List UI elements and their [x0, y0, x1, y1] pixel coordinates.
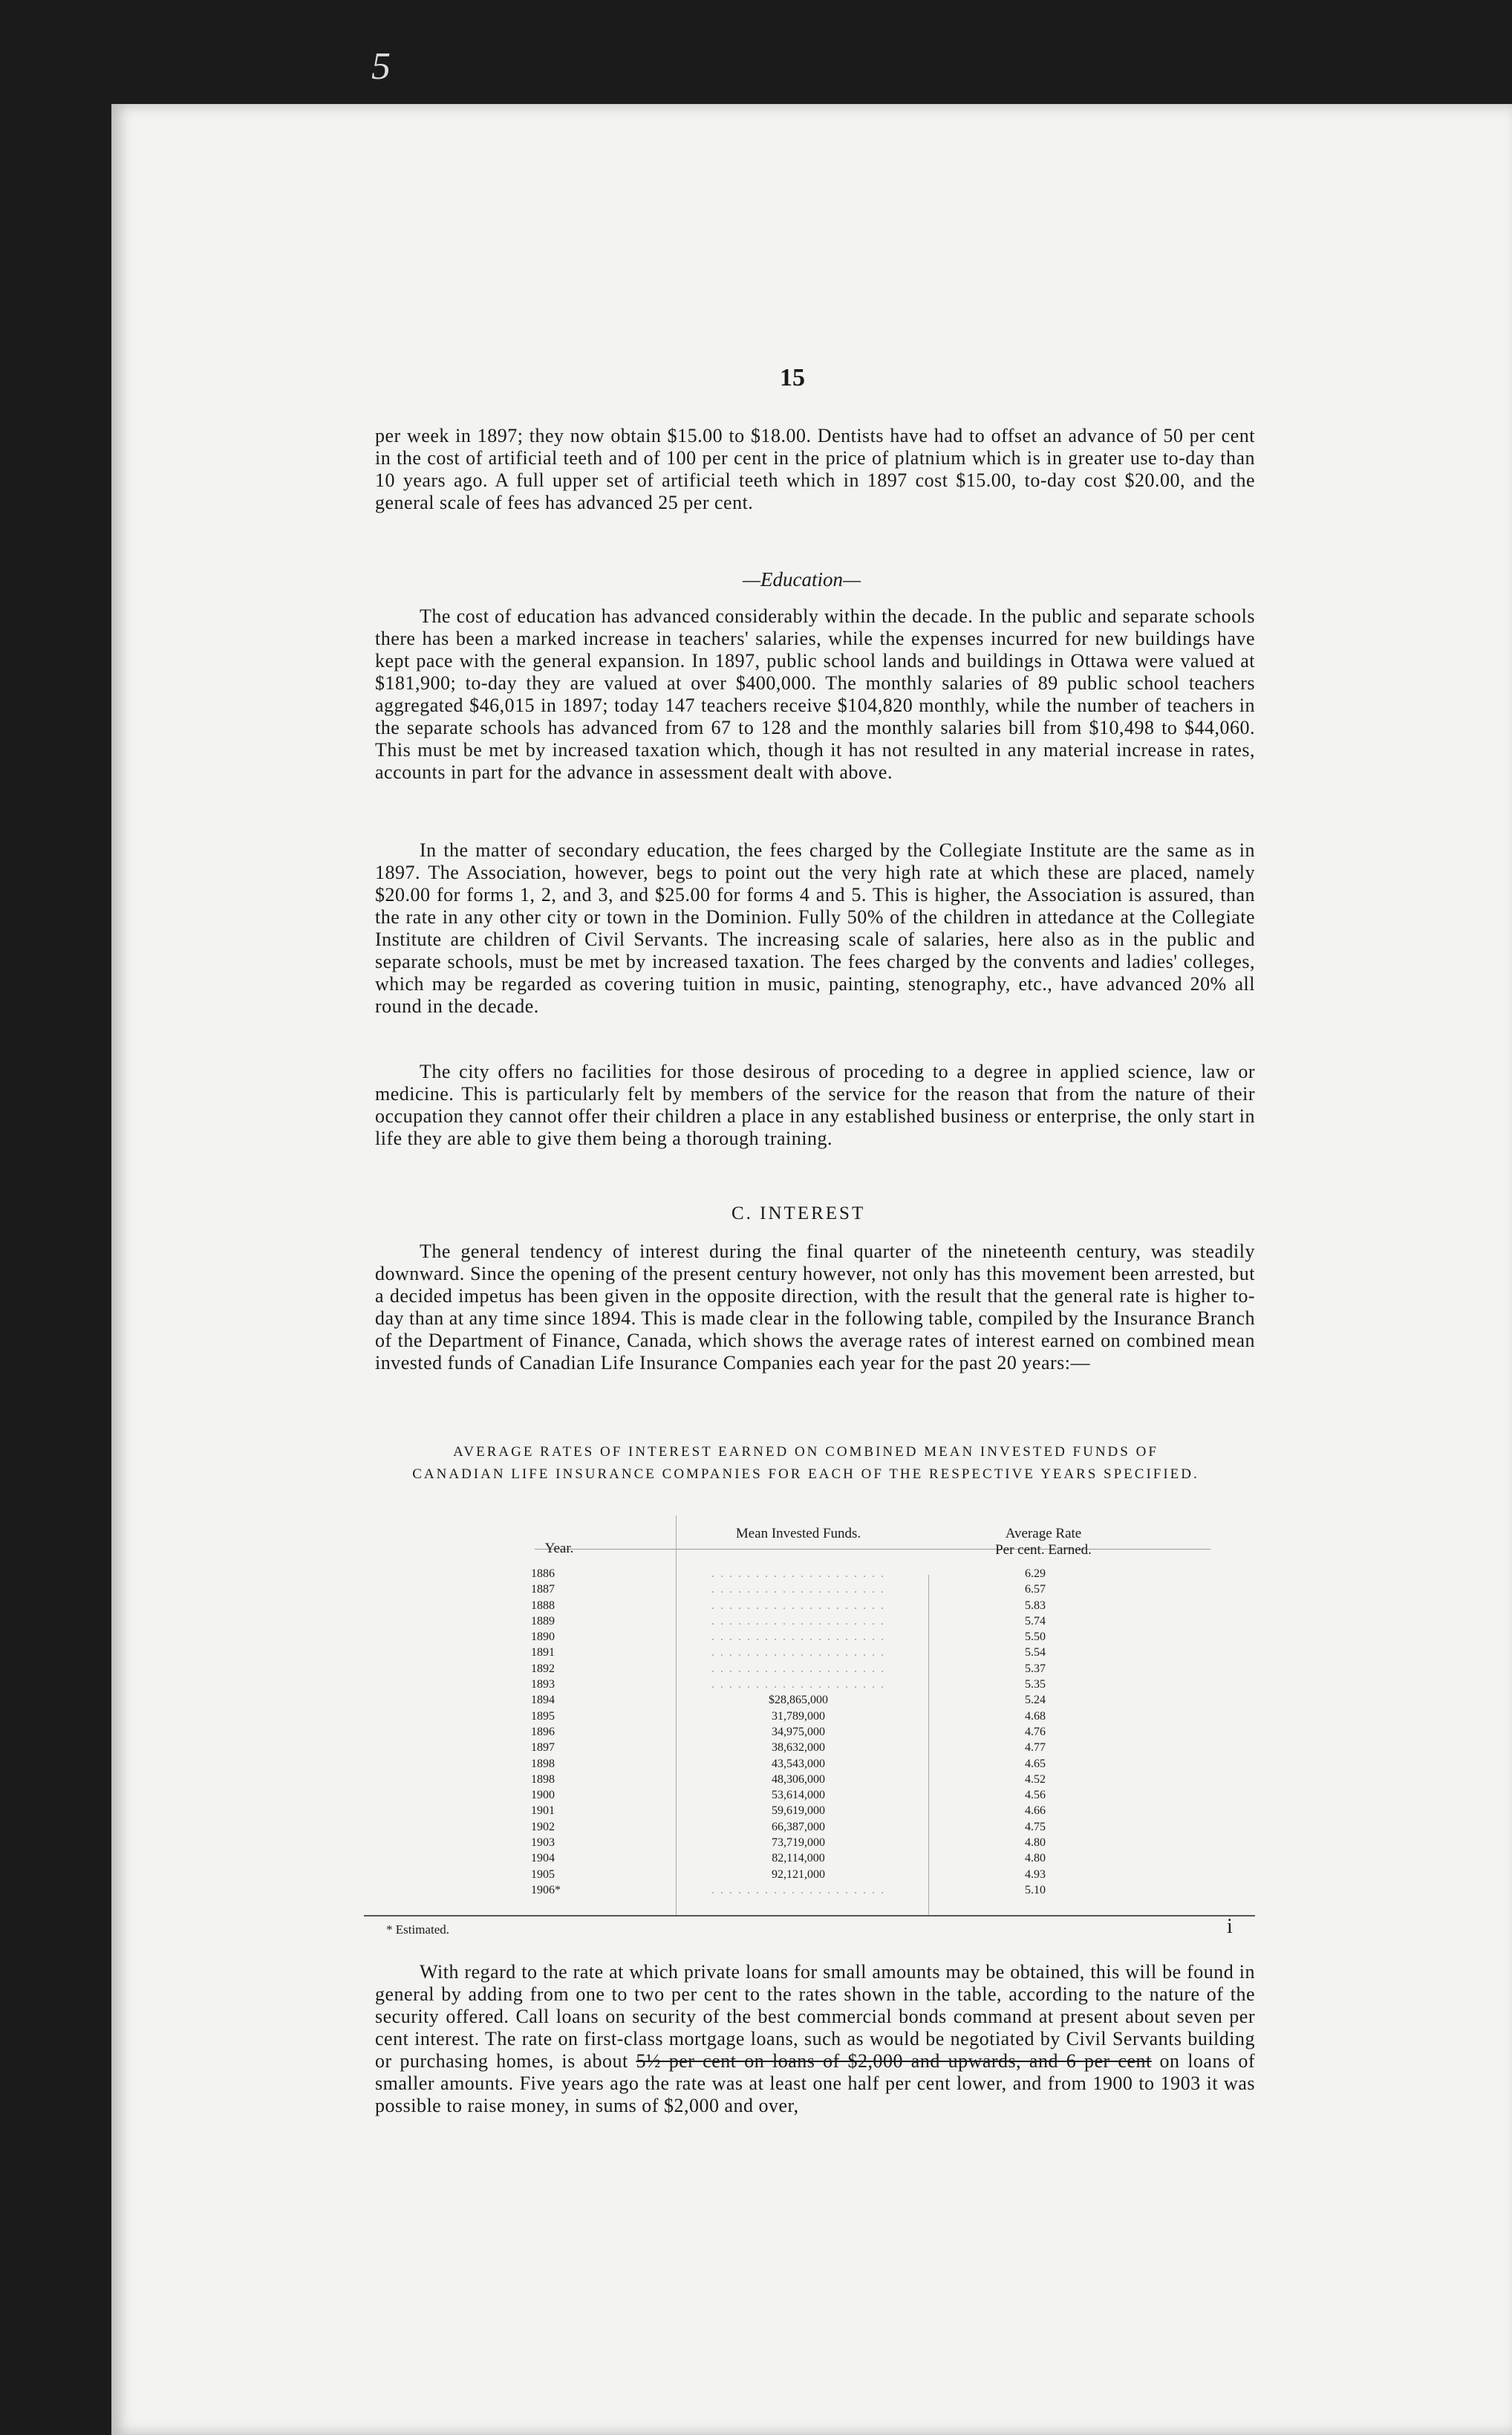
table-cell-funds: 31,789,000 [772, 1709, 825, 1723]
table-bottom-rule [364, 1915, 1255, 1917]
table-cell-year: 1893 [531, 1678, 555, 1691]
year-column [531, 1566, 590, 1898]
table-cell-rate: 4.80 [1025, 1836, 1046, 1850]
table-cell-funds: 82,114,000 [772, 1852, 825, 1865]
paragraph-text: In the matter of secondary education, the fees charged by the Collegiate Institute are the same as in 1897. The Association, however, begs to point out the very high rate at which these are placed, namely $20.00 for forms 1, 2, and 3, and $25.00 for forms 4 and 5. This is higher, the Association is assured, than the rate in any other city or town in the Dominion. Fully 50% of the children in attedance at the Collegiate Institute are children of Civil Servants. The increasing scale of salaries, here also as in the public and separate schools, must be met by increased taxation. The fees charged by the convents and ladies' colleges, which may be regarded as covering tuition in music, painting, stenography, etc., have advanced 20% all round in the decade. [375, 839, 1255, 1017]
table-cell-funds: $28,865,000 [769, 1694, 828, 1707]
table-cell-funds-leader: . . . . . . . . . . . . . . . . . . . . [711, 1614, 885, 1628]
paragraph-text: The general tendency of interest during the final quarter of the nineteenth century, was steadily downward. Since the opening of the present century however, not only has this movement been arrested, but a decided impetus has been given in the opposite direction, with the result that the general rate is higher to-day than at any time since 1894. This is made clear in the following table, compiled by the Insurance Branch of the Department of Finance, Canada, which shows the average rates of interest earned on combined mean invested funds of Canadian Life Insurance Companies each year for the past 20 years:— [375, 1241, 1255, 1373]
table-cell-rate: 4.76 [1025, 1725, 1046, 1738]
table-cell-funds-leader: . . . . . . . . . . . . . . . . . . . . [711, 1646, 885, 1659]
table-cell-year: 1890 [531, 1631, 555, 1644]
table-cell-rate: 4.77 [1025, 1741, 1046, 1755]
table-cell-year: 1900 [531, 1789, 555, 1802]
table-cell-funds: 34,975,000 [772, 1725, 825, 1738]
table-cell-year: 1892 [531, 1662, 555, 1675]
table-caption-line: CANADIAN LIFE INSURANCE COMPANIES FOR EACH OF THE RESPECTIVE YEARS SPECIFIED. [412, 1466, 1199, 1482]
table-cell-rate: 4.66 [1025, 1804, 1046, 1818]
table-cell-year: 1902 [531, 1820, 555, 1833]
table-cell-year: 1904 [531, 1852, 555, 1865]
table-cell-year: 1905 [531, 1867, 555, 1881]
column-header-rate-line: Average Rate [1005, 1526, 1082, 1541]
table-cell-rate: 5.24 [1025, 1694, 1046, 1707]
paragraph-text: The city offers no facilities for those desirous of proceding to a degree in applied science, law or medicine. This is particularly felt by members of the service for the reason that from the nature of their occupation they cannot offer their children a place in any established business or enterprise, the only start in life they are able to give them being a thorough training. [375, 1061, 1255, 1149]
paragraph-dentists [375, 425, 1255, 514]
column-header-rate [958, 1526, 1129, 1558]
table-cell-year: 1887 [531, 1583, 555, 1596]
table-column-rule [928, 1575, 929, 1917]
page-number: 15 [780, 364, 805, 391]
paragraph-text: per week in 1897; they now obtain $15.00 to $18.00. Dentists have had to offset an advance of 50 per cent in the cost of artificial teeth and of 100 per cent in the price of platnium which is in greater use to-day than 10 years ago. A full upper set of artificial teeth which in 1897 cost $15.00, to-day cost $20.00, and the general scale of fees has advanced 25 per cent. [375, 425, 1255, 513]
table-cell-year: 1898 [531, 1772, 555, 1786]
table-cell-funds: 48,306,000 [772, 1772, 825, 1786]
table-cell-funds: 43,543,000 [772, 1757, 825, 1770]
table-cell-year: 1906* [531, 1883, 561, 1896]
table-cell-funds: 66,387,000 [772, 1820, 825, 1833]
paragraph-text-part: on loans of smaller amounts. Five years ago the rate was at least one half per cent lower, and from 1900 to 1903 it was possible to raise money, in sums of $2,000 and over, [375, 2050, 1255, 2116]
table-cell-funds: 38,632,000 [772, 1741, 825, 1755]
table-cell-funds-leader: . . . . . . . . . . . . . . . . . . . . [711, 1678, 885, 1691]
interest-heading: C. INTEREST [731, 1203, 866, 1223]
table-cell-rate: 5.37 [1025, 1662, 1046, 1675]
column-header-funds: Mean Invested Funds. [735, 1526, 861, 1541]
scan-mark: 5 [371, 45, 391, 88]
paragraph-text [375, 1961, 1255, 2117]
table-cell-funds: 73,719,000 [772, 1836, 825, 1850]
table-cell-funds-leader: . . . . . . . . . . . . . . . . . . . . [711, 1883, 885, 1896]
table-cell-funds-leader: . . . . . . . . . . . . . . . . . . . . [711, 1662, 885, 1675]
table-cell-funds: 92,121,000 [772, 1867, 825, 1881]
table-cell-rate: 6.29 [1025, 1567, 1046, 1580]
table-cell-year: 1891 [531, 1646, 555, 1659]
table-cell-year: 1903 [531, 1836, 555, 1850]
table-cell-rate: 5.35 [1025, 1678, 1046, 1691]
education-heading: —Education— [743, 568, 861, 591]
table-cell-funds-leader: . . . . . . . . . . . . . . . . . . . . [711, 1567, 885, 1580]
table-cell-year: 1889 [531, 1614, 555, 1628]
table-cell-rate: 4.68 [1025, 1709, 1046, 1723]
table-cell-year: 1897 [531, 1741, 555, 1755]
paragraph-city-facilities [375, 1061, 1255, 1150]
struck-through-text: 5½ per cent on loans of $2,000 and upwards, and 6 per cent [636, 2050, 1152, 2072]
table-cell-year: 1894 [531, 1694, 555, 1707]
table-cell-rate: 5.10 [1025, 1883, 1046, 1896]
table-cell-year: 1886 [531, 1567, 555, 1580]
column-header-rate-line: Per cent. Earned. [995, 1542, 1092, 1558]
table-cell-year: 1898 [531, 1757, 555, 1770]
table-cell-rate: 5.54 [1025, 1646, 1046, 1659]
paragraph-private-loans [375, 1961, 1255, 2117]
table-cell-rate: 6.57 [1025, 1583, 1046, 1596]
table-cell-funds: 59,619,000 [772, 1804, 825, 1818]
table-cell-funds-leader: . . . . . . . . . . . . . . . . . . . . [711, 1583, 885, 1596]
table-cell-rate: 5.74 [1025, 1614, 1046, 1628]
table-footnote: * Estimated. [386, 1922, 449, 1937]
rate-column [1025, 1566, 1092, 1898]
table-caption-line: AVERAGE RATES OF INTEREST EARNED ON COMBINED MEAN INVESTED FUNDS OF [453, 1444, 1159, 1460]
paragraph-secondary-education [375, 839, 1255, 1018]
table-cell-year: 1901 [531, 1804, 555, 1818]
table-cell-rate: 4.93 [1025, 1867, 1046, 1881]
margin-marker: i [1227, 1915, 1233, 1938]
table-caption [356, 1441, 1255, 1486]
table-cell-funds-leader: . . . . . . . . . . . . . . . . . . . . [711, 1631, 885, 1644]
table-cell-rate: 5.50 [1025, 1631, 1046, 1644]
funds-column [676, 1566, 921, 1898]
table-cell-rate: 4.65 [1025, 1757, 1046, 1770]
table-cell-rate: 4.56 [1025, 1789, 1046, 1802]
table-cell-rate: 5.83 [1025, 1599, 1046, 1612]
paragraph-interest-tendency [375, 1241, 1255, 1374]
paragraph-education-cost [375, 605, 1255, 784]
table-cell-year: 1888 [531, 1599, 555, 1612]
table-cell-rate: 4.75 [1025, 1820, 1046, 1833]
column-header-year: Year. [544, 1541, 574, 1556]
table-cell-year: 1896 [531, 1725, 555, 1738]
interest-rates-table [364, 1515, 1255, 1931]
table-cell-rate: 4.52 [1025, 1772, 1046, 1786]
table-cell-funds-leader: . . . . . . . . . . . . . . . . . . . . [711, 1599, 885, 1612]
paragraph-text: The cost of education has advanced considerably within the decade. In the public and separate schools there has been a marked increase in teachers' salaries, while the expenses incurred for new buildings have kept pace with the general expansion. In 1897, public school lands and buildings in Ottawa were valued at $181,900; to-day they are valued at over $400,000. The monthly salaries of 89 public school teachers aggregated $46,015 in 1897; today 147 teachers receive $104,820 monthly, while the number of teachers in the separate schools has advanced from 67 to 128 and the monthly salaries bill from $10,498 to $44,060. This must be met by increased taxation which, though it has not resulted in any material increase in rates, accounts in part for the advance in assessment dealt with above. [375, 605, 1255, 783]
table-cell-year: 1895 [531, 1709, 555, 1723]
table-cell-rate: 4.80 [1025, 1852, 1046, 1865]
table-cell-funds: 53,614,000 [772, 1789, 825, 1802]
paragraph-text-part: With regard to the rate at which private loans for small amounts may be obtained, this will be found in general by adding from one to two per cent to the rates shown in the table, according to the nature of the security offered. Call loans on security of the best commercial bonds command at present about seven per cent interest. The rate on first-class mortgage loans, such as would be negotiated by Civil Servants building or purchasing homes, is about [375, 1961, 1255, 2072]
